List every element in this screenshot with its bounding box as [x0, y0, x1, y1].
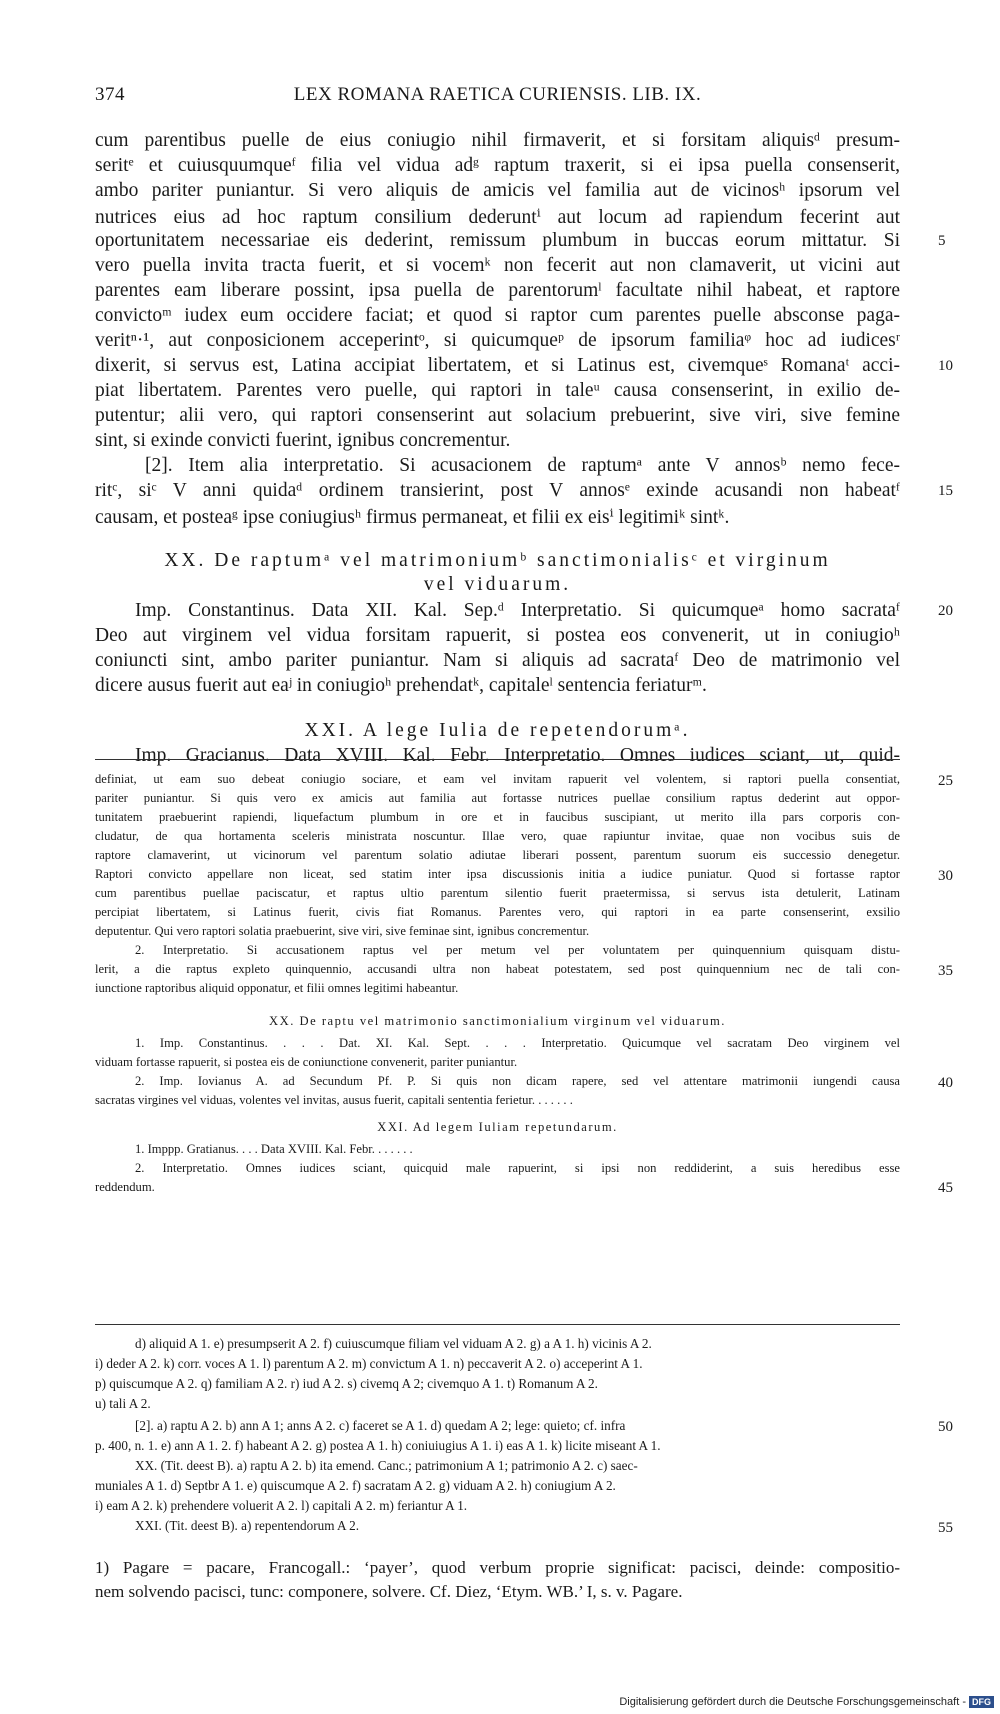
- parallel-line: tunitatem praebuerint rapiendi, liquefactum plumbum in ore et in faucibus suscipiant, ut merito illa pars corporis con-: [95, 810, 900, 824]
- parallel-line: cludatur, de qua hortamenta sceleris ministrata noscuntur. Illae vero, quae rapiuntur invitae, quae non vocibus suis de: [95, 829, 900, 843]
- text-line: dicere ausus fuerit aut eaʲ in coniugioʰ prehendatᵏ, capitaleˡ sentencia feriaturᵐ.: [95, 675, 707, 696]
- interpretation-line: causam, et posteaᵍ ipse coniugiusʰ firmus permaneat, et filii ex eisⁱ legitimiᵏ sintᵏ.: [95, 507, 730, 528]
- text-line: Deo aut virginem vel vidua forsitam rapuerit, si postea eos convenerit, ut in coniugioʰ: [95, 625, 900, 646]
- parallel-line: pariter puniantur. Si quis vero ex amicis aut familia aut fortasse nutrices puellae consilium raptus dederint aut oppor-: [95, 791, 900, 805]
- footnote-line: nem solvendo pacisci, tunc: componere, solvere. Cf. Diez, ‘Etym. WB.’ I, s. v. Pagare.: [95, 1582, 683, 1601]
- apparatus-line: i) deder A 2. k) corr. voces A 1. l) parentum A 2. m) convictum A 1. n) peccaverit A 2. o) acceperint A 1.: [95, 1356, 643, 1371]
- rubric-xx: XX. De raptumᵃ vel matrimoniumᵇ sanctimonialisᶜ et virginum: [164, 550, 831, 571]
- line-number: 30: [938, 868, 953, 884]
- divider: [95, 1324, 900, 1325]
- text-line: dixerit, si servus est, Latina accipiat libertatem, et si Latinus est, civemqueˢ Romanaᵗ acci-: [95, 355, 900, 376]
- text-line: Imp. Constantinus. Data XII. Kal. Sep.ᵈ Interpretatio. Si quicumqueᵃ homo sacrataᶠ: [135, 600, 900, 621]
- parallel-line: cum parentibus puellae paciscatur, et raptus ultio parentum silentio fuerit praetermissa, si servus ista detulerit, Latinam: [95, 886, 900, 900]
- line-number: 50: [938, 1419, 953, 1435]
- rubric-xxi: XXI. A lege Iulia de repetendorumᵃ.: [304, 720, 691, 741]
- line-number: 55: [938, 1520, 953, 1536]
- parallel-line: definiat, ut eam suo debeat coniugio sociare, et eam vel invitam rapuerit vel volentem, si raptori puella consentiat,: [95, 772, 900, 786]
- apparatus-line: muniales A 1. d) Septbr A 1. e) quiscumque A 2. f) sacratam A 2. g) viduam A 2. h) coniugium A 2.: [95, 1478, 616, 1493]
- text-line: piat libertatem. Parentes vero puelle, qui raptori in taleᵘ causa consenserint, in exilio de-: [95, 380, 900, 401]
- parallel-line: 1. Imppp. Gratianus. . . . Data XVIII. Kal. Febr. . . . . . .: [135, 1142, 413, 1156]
- parallel-line: viduam fortasse rapuerit, si postea eis de coniunctione convenerit, pariter puniantur.: [95, 1055, 518, 1069]
- text-line: convictoᵐ iudex eum occidere faciat; et quod si raptor cum parentes puelle absconse paga-: [95, 305, 900, 326]
- text-line: vero puella invita tracta fuerit, et si vocemᵏ non fecerit aut non clamaverit, ut vicini aut: [95, 255, 900, 276]
- line-number: 15: [938, 483, 953, 499]
- parallel-line: sacratas virgines vel viduas, volentes vel invitas, ausus fuerit, capitali sententia ferietur. . . . . . .: [95, 1093, 573, 1107]
- parallel-line: reddendum.: [95, 1180, 155, 1194]
- text-line: Imp. Gracianus. Data XVIII. Kal. Febr. Interpretatio. Omnes iudices sciant, ut, quid-: [135, 745, 900, 766]
- running-header: [95, 84, 900, 108]
- apparatus-line: p. 400, n. 1. e) ann A 1. 2. f) habeant A 2. g) postea A 1. h) coniuiugius A 1. i) eas A 1. k) licite miseant A 1.: [95, 1438, 661, 1453]
- line-number: 10: [938, 358, 953, 374]
- text-line: oportunitatem necessariae eis dederint, remissum plumbum in buccas eorum mittatur. Si: [95, 230, 900, 251]
- text-line: cum parentibus puelle de eius coniugio nihil firmaverit, et si forsitam aliquisᵈ presum-: [95, 130, 900, 151]
- apparatus-line: XX. (Tit. deest B). a) raptu A 2. b) ita emend. Canc.; patrimonium A 1; patrimonio A 2. c) saec-: [135, 1458, 638, 1473]
- apparatus-line: XXI. (Tit. deest B). a) repentendorum A 2.: [135, 1518, 360, 1533]
- interpretation-line: [2]. Item alia interpretatio. Si acusacionem de raptumᵃ ante V annosᵇ nemo fece-: [145, 455, 900, 476]
- parallel-line: deputentur. Qui vero raptori solatia praebuerint, sive viri, sive feminae sint, ignibus concrementur.: [95, 924, 590, 938]
- parallel-line: 2. Interpretatio. Si accusationem raptus vel per metum vel per voluntatem per quinquennium quisquam distu-: [135, 943, 900, 957]
- line-number: 25: [938, 773, 953, 789]
- parallel-line: 2. Interpretatio. Omnes iudices sciant, quicquid male rapuerint, si ipsi non reddiderint, a suis heredibus esse: [135, 1161, 900, 1175]
- line-number: 45: [938, 1180, 953, 1196]
- footnote-line: 1) Pagare = pacare, Francogall.: ‘payer’, quod verbum proprie significat: pacisci, deinde: compositio-: [95, 1558, 900, 1577]
- apparatus-line: [2]. a) raptu A 2. b) ann A 1; anns A 2. c) faceret se A 1. d) quedam A 2; lege: quieto; cf. infra: [135, 1418, 626, 1433]
- parallel-line: lerit, a die raptus expleto quinquennio, accusandi ultra non habeat potestatem, sed post quinquennium nec de tali con-: [95, 962, 900, 976]
- apparatus-line: p) quiscumque A 2. q) familiam A 2. r) iud A 2. s) civemq A 2; civemquo A 1. t) Romanum A 2.: [95, 1376, 598, 1391]
- line-number: 20: [938, 603, 953, 619]
- text-line: putentur; alii vero, qui raptori consenserint aut solacium prebuerint, sive viri, sive femine: [95, 405, 900, 426]
- text-line: coniuncti sint, ambo pariter puniantur. Nam si aliquis ad sacrataᶠ Deo de matrimonio vel: [95, 650, 900, 671]
- line-number: 35: [938, 963, 953, 979]
- apparatus-line: d) aliquid A 1. e) presumpserit A 2. f) cuiuscumque filiam vel viduam A 2. g) a A 1. h) vicinis A 2.: [135, 1336, 652, 1351]
- text-line: veritⁿ·¹, aut conposicionem acceperintᵒ, si quicumqueᵖ de ipsorum familiaᵠ hoc ad iudicesʳ: [95, 330, 900, 351]
- apparatus-line: u) tali A 2.: [95, 1396, 151, 1411]
- parallel-line: 1. Imp. Constantinus. . . . Dat. XI. Kal. Sept. . . . Interpretatio. Quicumque vel sacratam Deo virginem vel: [135, 1036, 900, 1050]
- divider: [95, 759, 900, 760]
- interpretation-line: ritᶜ, siᶜ V anni quidaᵈ ordinem transierint, post V annosᵉ exinde acusandi non habeatᶠ: [95, 480, 900, 501]
- parallel-rubric-xx: XX. De raptu vel matrimonio sanctimonialium virginum vel viduarum.: [269, 1014, 726, 1028]
- parallel-line: iunctione raptoribus aliquid opponatur, et filii omnes legitimi habeantur.: [95, 981, 459, 995]
- credit-text: Digitalisierung gefördert durch die Deutsche Forschungsgemeinschaft -: [619, 1696, 966, 1708]
- text-line: nutrices eius ad hoc raptum consilium dederuntⁱ aut locum ad rapiendum fecerint aut: [95, 207, 900, 228]
- digitization-credit: [619, 1696, 994, 1708]
- text-line: seritᵉ et cuiusquumqueᶠ filia vel vidua adᵍ raptum traxerit, si ei ipsa puella consenserit,: [95, 155, 900, 176]
- parallel-line: Raptori convicto appellare non liceat, sed statim inter ipsa discussionis initia a iudice puniatur. Quod si fortasse raptor: [95, 867, 900, 881]
- page-number: 374: [95, 84, 125, 105]
- apparatus-line: i) eam A 2. k) prehendere voluerit A 2. l) capitali A 2. m) feriantur A 1.: [95, 1498, 468, 1513]
- line-number: 5: [938, 233, 946, 249]
- text-line: sint, si exinde convicti fuerint, ignibus concrementur.: [95, 430, 511, 451]
- parallel-line: raptore clamaverint, ut vicinorum vel parentum solatio adiutae liberari possent, parentum suorum eis successio denegetur.: [95, 848, 900, 862]
- page-title: LEX ROMANA RAETICA CURIENSIS. LIB. IX.: [293, 84, 702, 105]
- parallel-rubric-xxi: XXI. Ad legem Iuliam repetundarum.: [377, 1120, 618, 1134]
- text-line: ambo pariter puniantur. Si vero aliquis de amicis vel familia aut de vicinosʰ ipsorum vel: [95, 180, 900, 201]
- dfg-logo: DFG: [969, 1696, 994, 1708]
- parallel-line: 2. Imp. Iovianus A. ad Secundum Pf. P. Si quis non dicam rapere, sed vel attentare matrimonii iungendi causa: [135, 1074, 900, 1088]
- line-number: 40: [938, 1075, 953, 1091]
- rubric-xx-cont: vel viduarum.: [423, 574, 572, 595]
- parallel-line: percipiat libertatem, si Latinus fuerit, civis fiat Romanus. Parentes vero, qui raptori in ea parte consenserint, exsilio: [95, 905, 900, 919]
- text-line: parentes eam liberare possint, ipsa puella de parentorumˡ facultate nihil habeat, et raptore: [95, 280, 900, 301]
